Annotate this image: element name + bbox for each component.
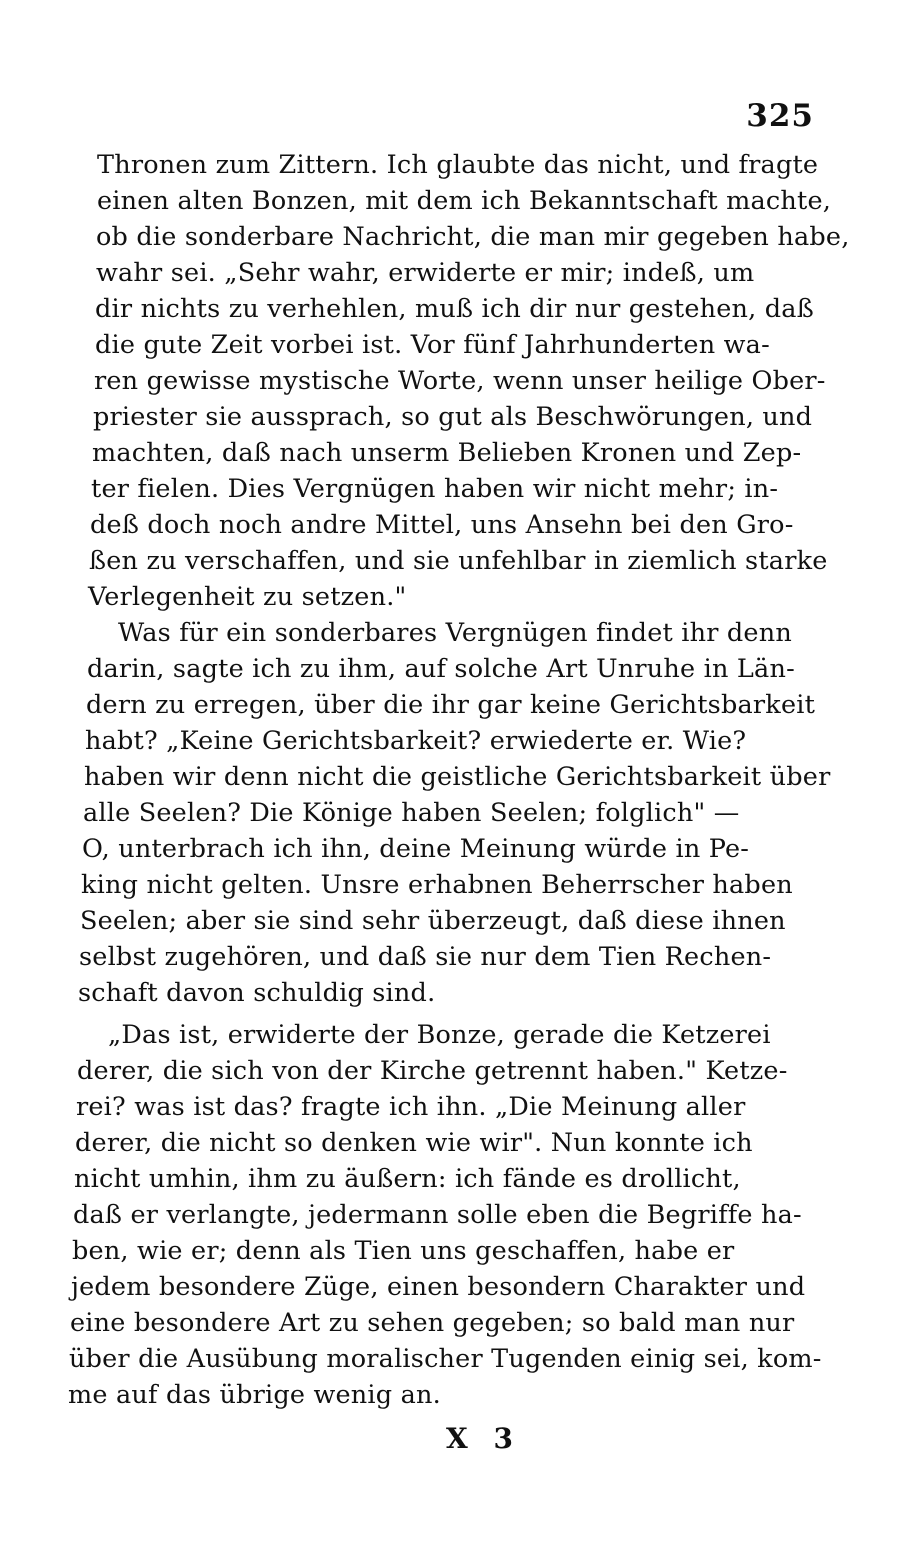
text-line: nicht umhin, ihm zu äußern: ich fände es drollicht, [74,1164,741,1194]
text-line: dir nichts zu verhehlen, muß ich dir nur gestehen, daß [95,294,814,324]
text-line: ben, wie er; denn als Tien uns geschaffen, habe er [72,1236,735,1266]
text-line: ßen zu verschaffen, und sie unfehlbar in ziemlich starke [89,546,828,576]
text-line: habt? „Keine Gerichtsbarkeit? erwiederte er. Wie? [85,726,747,756]
text-line: die gute Zeit vorbei ist. Vor fünf Jahrhunderten wa- [95,330,770,360]
text-line: me auf das übrige wenig an. [68,1380,441,1410]
text-line: Verlegenheit zu setzen." [88,582,407,612]
text-line: dern zu erregen, über die ihr gar keine Gerichtsbarkeit [86,690,816,720]
text-line: Seelen; aber sie sind sehr überzeugt, daß diese ihnen [80,906,786,936]
text-line: ren gewisse mystische Worte, wenn unser heilige Ober- [94,366,826,396]
text-line: eine besondere Art zu sehen gegeben; so bald man nur [70,1308,795,1338]
text-line: wahr sei. „Sehr wahr, erwiderte er mir; indeß, um [96,258,755,288]
text-line: darin, sagte ich zu ihm, auf solche Art Unruhe in Län- [87,654,795,684]
text-line: ob die sonderbare Nachricht, die man mir gegeben habe, [96,222,850,252]
text-line: machten, daß nach unserm Belieben Kronen und Zep- [92,438,802,468]
text-line: ter fielen. Dies Vergnügen haben wir nicht mehr; in- [91,474,779,504]
text-line: priester sie aussprach, so gut als Beschwörungen, und [93,402,813,432]
text-line: haben wir denn nicht die geistliche Gerichtsbarkeit über [84,762,831,792]
text-line: derer, die sich von der Kirche getrennt haben." Ketze- [77,1056,788,1086]
text-line: schaft davon schuldig sind. [78,978,436,1008]
text-line: alle Seelen? Die Könige haben Seelen; folglich" — [83,798,740,828]
text-line: king nicht gelten. Unsre erhabnen Beherrscher haben [81,870,793,900]
text-line: Thronen zum Zittern. Ich glaubte das nicht, und fragte [97,150,819,180]
text-line: Was für ein sonderbares Vergnügen findet ihr denn [118,618,792,648]
text-line: rei? was ist das? fragte ich ihn. „Die Meinung aller [76,1092,746,1122]
text-line: jedem besondere Züge, einen besondern Charakter und [71,1272,806,1302]
text-line: selbst zugehören, und daß sie nur dem Tien Rechen- [79,942,772,972]
text-line: über die Ausübung moralischer Tugenden einig sei, kom- [69,1344,822,1374]
text-line: „Das ist, erwiderte der Bonze, gerade die Ketzerei [108,1020,771,1050]
text-line: daß er verlangte, jedermann solle eben die Begriffe ha- [73,1200,802,1230]
signature-mark: X 3 [446,1422,521,1455]
text-line: einen alten Bonzen, mit dem ich Bekanntschaft machte, [97,186,832,216]
page-number: 325 [746,98,814,134]
text-line: derer, die nicht so denken wie wir". Nun konnte ich [75,1128,753,1158]
text-line: O, unterbrach ich ihn, deine Meinung würde in Pe- [82,834,750,864]
text-line: deß doch noch andre Mittel, uns Ansehn bei den Gro- [90,510,794,540]
